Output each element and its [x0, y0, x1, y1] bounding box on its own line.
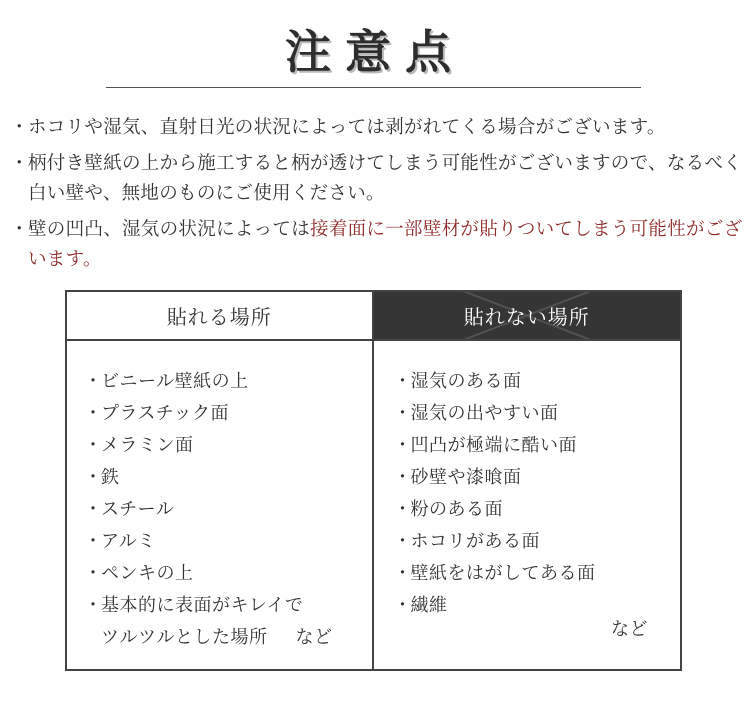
list-item-label: 粉のある面	[410, 499, 503, 520]
bullet: ・	[84, 467, 103, 488]
bullet: ・	[10, 219, 29, 240]
note-text-segment: 壁の凹凸、湿気の状況によっては	[28, 219, 311, 240]
note-item	[10, 215, 745, 275]
notes-list	[10, 113, 745, 281]
note-text-segment: ホコリや湿気、直射日光の状況によっては剥がれてくる場合がございます。	[28, 117, 666, 138]
list-item-label: 基本的に表面がキレイで	[101, 595, 304, 616]
list-item	[394, 366, 681, 398]
list-item	[84, 558, 372, 590]
list-item	[394, 430, 681, 462]
bullet: ・	[84, 531, 103, 552]
list-item-label: メラミン面	[101, 435, 194, 456]
list-item	[84, 398, 372, 430]
etc-label: など	[295, 627, 333, 648]
bullet: ・	[84, 435, 103, 456]
placement-table	[65, 290, 682, 671]
list-item-label: スチール	[101, 499, 175, 520]
title-underline	[106, 87, 641, 88]
list-item-label: 湿気の出やすい面	[410, 403, 559, 424]
list-item-label: 凹凸が極端に酷い面	[410, 435, 577, 456]
bullet: ・	[84, 371, 103, 392]
list-item-label: 壁紙をはがしてある面	[410, 563, 596, 584]
note-item	[10, 149, 745, 209]
bullet: ・	[84, 595, 103, 616]
bullet: ・	[393, 563, 412, 584]
list-item	[84, 366, 372, 398]
list-item	[394, 462, 681, 494]
list-item	[84, 526, 372, 558]
list-item	[394, 526, 681, 558]
list-item-label: 湿気のある面	[410, 371, 522, 392]
bullet: ・	[393, 403, 412, 424]
list-item-label: ツルツルとした場所	[101, 627, 268, 648]
note-text	[28, 113, 745, 143]
title-section	[0, 0, 750, 100]
list-item	[394, 558, 681, 590]
note-text	[28, 215, 745, 275]
list-item-label: ビニール壁紙の上	[101, 371, 249, 392]
bullet: ・	[393, 531, 412, 552]
bullet: ・	[84, 563, 103, 584]
list-item-label: プラスチック面	[101, 403, 230, 424]
list-item-label: アルミ	[101, 531, 156, 552]
list-item-label: 鉄	[101, 467, 120, 488]
list-item-label: 繊維	[410, 595, 448, 616]
list-item	[84, 430, 372, 462]
cannot-stick-column	[374, 292, 681, 669]
bullet: ・	[84, 403, 103, 424]
list-item-label: ホコリがある面	[410, 531, 540, 552]
bullet: ・	[393, 371, 412, 392]
list-item	[84, 494, 372, 526]
list-item-label: 砂壁や漆喰面	[410, 467, 522, 488]
cannot-stick-header: 貼れない場所	[374, 292, 681, 341]
note-item	[10, 113, 745, 143]
list-item	[84, 590, 372, 622]
bullet: ・	[10, 117, 29, 138]
list-item-label: ペンキの上	[101, 563, 194, 584]
etc-label: など	[611, 619, 648, 640]
can-stick-column	[67, 292, 374, 669]
cannot-stick-list	[374, 366, 681, 622]
can-stick-list	[67, 366, 372, 654]
bullet: ・	[10, 153, 29, 174]
bullet: ・	[393, 595, 412, 616]
page-title: 注意点	[285, 25, 465, 79]
bullet: ・	[393, 435, 412, 456]
bullet: ・	[393, 499, 412, 520]
bullet: ・	[84, 499, 103, 520]
can-stick-header: 貼れる場所	[67, 292, 372, 341]
list-item	[84, 462, 372, 494]
note-highlight-text: 接着面に一部壁材が貼りついてしまう可能性がございます。	[28, 219, 743, 270]
bullet: ・	[393, 467, 412, 488]
list-item	[394, 494, 681, 526]
note-text-segment: 柄付き壁紙の上から施工すると柄が透けてしまう可能性がございますので、なるべく白い壁や、無地のものにご使用ください。	[28, 153, 743, 204]
list-item-continuation	[84, 622, 372, 654]
note-text	[28, 149, 745, 209]
list-item	[394, 398, 681, 430]
